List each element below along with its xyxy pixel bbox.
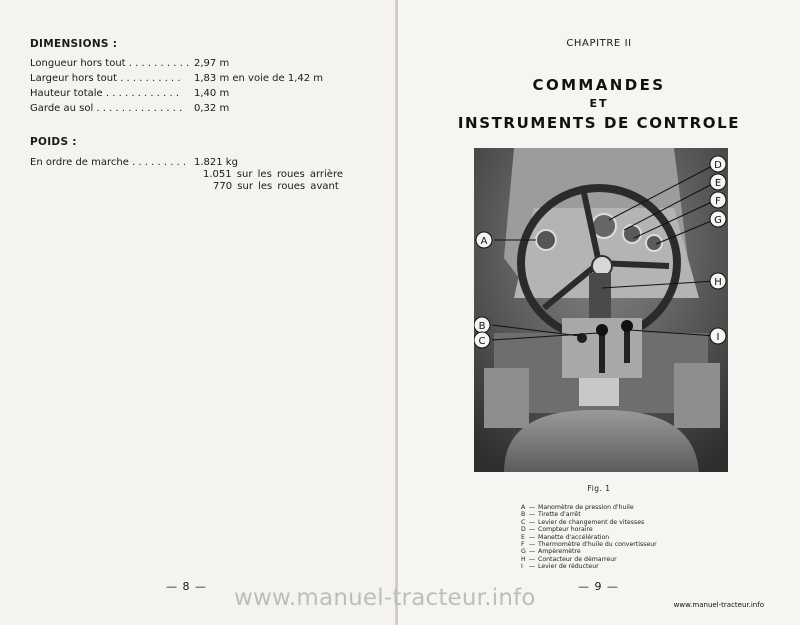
page-number-left: — 8 — — [166, 580, 207, 593]
legend-item: C — Levier de changement de vitesses — [521, 518, 645, 526]
site-url[interactable]: www.manuel-tracteur.info — [673, 601, 764, 609]
dimension-value: 0,32 m — [194, 103, 230, 114]
marker-I: I — [716, 332, 720, 343]
poids-heading: POIDS : — [30, 136, 77, 148]
legend-item: B — Tirette d'arrêt — [521, 511, 581, 519]
marker-F: F — [715, 196, 721, 207]
dimension-value: 1,40 m — [194, 88, 230, 99]
legend-item: G — Ampèremètre — [521, 548, 581, 556]
legend-item: E — Manette d'accélération — [521, 533, 610, 541]
poids-label: En ordre de marche . . . . . . . . . — [30, 157, 187, 168]
right-page — [398, 0, 800, 625]
dimension-label: Largeur hors tout . . . . . . . . . . — [30, 73, 181, 84]
legend-item: I — Levier de réducteur — [521, 563, 599, 571]
page-number-right: — 9 — — [578, 580, 619, 593]
legend-item: F — Thermomètre d'huile du convertisseur — [521, 541, 657, 549]
dimension-row — [30, 88, 229, 99]
page-title-line1: COMMANDES — [532, 76, 666, 94]
poids-row — [30, 157, 238, 168]
figure-caption: Fig. 1 — [587, 484, 611, 493]
dimension-value: 1,83 m en voie de 1,42 m — [194, 73, 324, 84]
dimension-row — [30, 103, 229, 114]
poids-front: 770 sur les roues avant — [213, 181, 339, 192]
left-page — [0, 0, 396, 625]
poids-total: 1.821 kg — [194, 157, 238, 168]
dimension-value: 2,97 m — [194, 58, 230, 69]
poids-rear: 1.051 sur les roues arrière — [203, 169, 344, 180]
dimension-row — [30, 73, 323, 84]
watermark: www.manuel-tracteur.info — [234, 585, 536, 611]
marker-H: H — [714, 277, 722, 288]
marker-A: A — [480, 236, 488, 247]
marker-C: C — [478, 336, 486, 347]
dimension-label: Garde au sol . . . . . . . . . . . . . . — [30, 103, 183, 114]
marker-G: G — [714, 215, 722, 226]
figure-legend — [521, 504, 657, 571]
dimension-label: Hauteur totale . . . . . . . . . . . . — [30, 88, 179, 99]
chapter-label: CHAPITRE II — [566, 38, 632, 49]
dimension-label: Longueur hors tout . . . . . . . . . . — [30, 58, 190, 69]
legend-item: A — Manomètre de pression d'huile — [521, 504, 634, 511]
marker-D: D — [714, 160, 722, 171]
marker-E: E — [714, 178, 722, 189]
dimension-row — [30, 58, 229, 69]
marker-B: B — [478, 321, 486, 332]
legend-item: D — Compteur horaire — [521, 526, 593, 534]
dimensions-heading: DIMENSIONS : — [30, 38, 118, 50]
legend-item: H — Contacteur de démarreur — [521, 555, 617, 563]
tractor-controls-photo — [474, 148, 728, 472]
page-title-line3: INSTRUMENTS DE CONTROLE — [457, 114, 741, 132]
page-title-line2: ET — [589, 97, 609, 110]
